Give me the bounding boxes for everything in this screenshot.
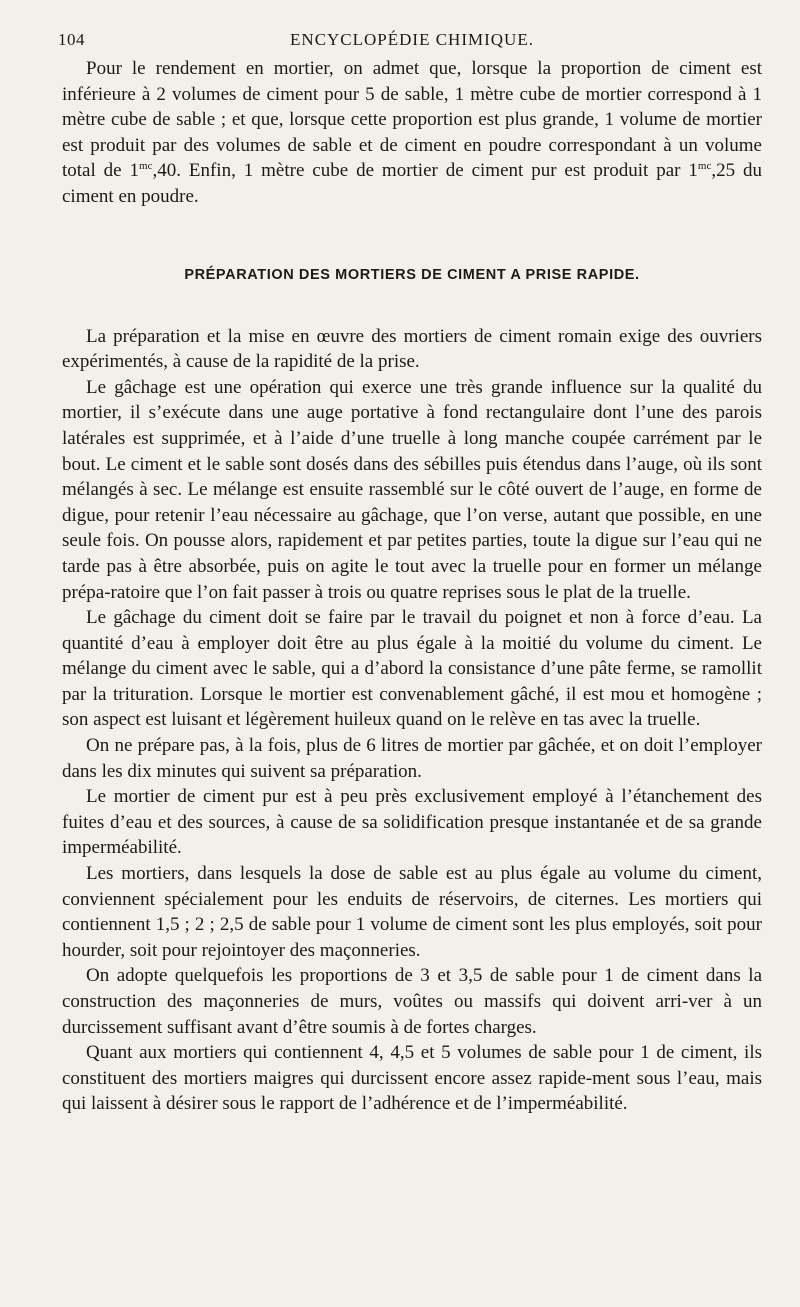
paragraph-mortiers-maigres: Quant aux mortiers qui contiennent 4, 4,5 et 5 volumes de sable pour 1 de ciment, ils constituent des mortiers maigres qui durcissent encore assez rapide-ment sous l’eau, mais qui laissent à désirer sous le rapport de l’adhérence et de l’imperméabilité.	[62, 1042, 762, 1115]
section-title: PRÉPARATION DES MORTIERS DE CIMENT A PRISE RAPIDE.	[184, 266, 640, 283]
paragraph-preparation: La préparation et la mise en œuvre des mortiers de ciment romain exige des ouvriers expérimentés, à cause de la rapidité de la prise.	[62, 325, 762, 373]
intro-text-c: ,25 du ciment en poudre.	[62, 160, 762, 207]
document-page	[58, 30, 762, 1117]
paragraph-proportions: On adopte quelquefois les proportions de 3 et 3,5 de sable pour 1 de ciment dans la construction des maçonneries de murs, voûtes ou massifs qui doivent arri-ver à un durcissement suffisant avant d’être soumis à de fortes charges.	[62, 965, 762, 1038]
intro-text-b: ,40. Enfin, 1 mètre cube de mortier de ciment pur est produit par 1	[152, 160, 698, 182]
paragraph-gachage-ciment: Le gâchage du ciment doit se faire par le travail du poignet et non à force d’eau. La quantité d’eau à employer doit être au plus égale à la moitié du volume du ciment. Le mélange du ciment avec le sable, qui a d’abord la consistance d’une pâte ferme, se ramollit par la trituration. Lorsque le mortier est convenablement gâché, il est mou et homogène ; son aspect est luisant et légèrement huileux quand on le relève en tas avec la truelle.	[62, 607, 762, 731]
unit-superscript: mc	[697, 160, 712, 173]
intro-paragraph	[62, 56, 762, 210]
intro-text-a: Pour le rendement en mortier, on admet que, lorsque la proportion de ciment est inférieure à 2 volumes de ciment pour 5 de sable, 1 mètre cube de mortier correspond à 1 mètre cube de sable ; et que, lorsque cette proportion est plus grande, 1 volume de mortier est produit par des volumes de sable et de ciment en poudre correspondant à un volume total de 1	[62, 58, 762, 182]
running-head	[58, 30, 762, 56]
paragraph-dose-sable: Les mortiers, dans lesquels la dose de sable est au plus égale au volume du ciment, conviennent spécialement pour les enduits de réservoirs, de citernes. Les mortiers qui contiennent 1,5 ; 2 ; 2,5 de sable pour 1 volume de ciment sont les plus employés, soit pour hourder, soit pour rejointoyer des maçonneries.	[62, 863, 762, 961]
unit-superscript: mc	[139, 160, 153, 173]
paragraph-quantite: On ne prépare pas, à la fois, plus de 6 litres de mortier par gâchée, et on doit l’employer dans les dix minutes qui suivent sa préparation.	[62, 735, 762, 782]
running-title: ENCYCLOPÉDIE CHIMIQUE.	[290, 30, 534, 49]
paragraph-mortier-pur: Le mortier de ciment pur est à peu près exclusivement employé à l’étanchement des fuites d’eau et des sources, à cause de sa solidification presque instantanée et de sa grande imperméabilité.	[62, 786, 762, 859]
page-number: 104	[58, 30, 85, 49]
paragraph-gachage: Le gâchage est une opération qui exerce une très grande influence sur la qualité du mortier, il s’exécute dans une auge portative à fond rectangulaire dont l’une des parois latérales est supprimée, et à l’aide d’une truelle à long manche coupée carrément par le bout. Le ciment et le sable sont dosés dans des sébilles puis étendus dans l’auge, où ils sont mélangés à sec. Le mélange est ensuite rassemblé sur le côté ouvert de l’auge, en forme de digue, pour retenir l’eau nécessaire au gâchage, que l’on verse, autant que possible, en une seule fois. On pousse alors, rapidement et par petites parties, toute la digue sur l’eau qui ne tarde pas à être absorbée, puis on agite le tout avec la truelle pour en former un mélange prépa-ratoire que l’on fait passer à trois ou quatre reprises sous le plat de la truelle.	[62, 376, 762, 603]
